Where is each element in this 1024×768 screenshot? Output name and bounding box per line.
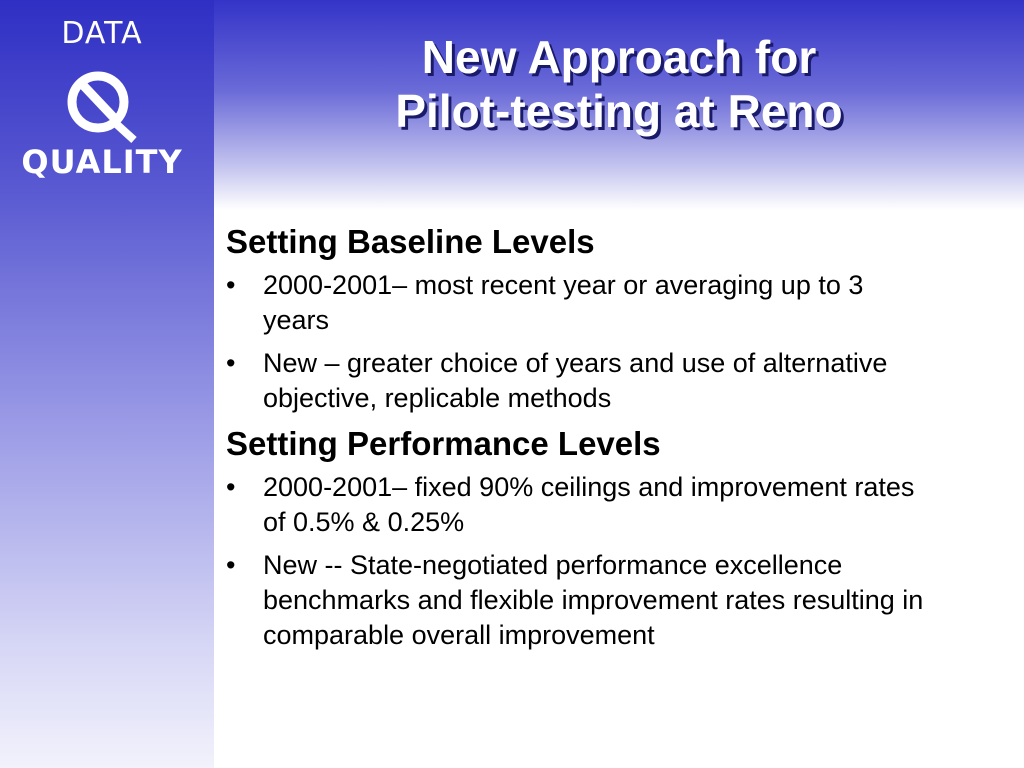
section-heading-baseline: Setting Baseline Levels <box>226 223 595 260</box>
title-line-1: New Approach for <box>421 31 817 83</box>
bullet-item <box>226 268 926 338</box>
bullet-text: New – greater choice of years and use of alternative objective, replicable methods <box>263 348 888 413</box>
bullet-list-baseline <box>226 268 926 416</box>
bullet-icon: • <box>226 270 236 300</box>
bullet-text: 2000-2001– most recent year or averaging up to 3 years <box>263 270 864 335</box>
bullet-item <box>226 346 926 416</box>
bullet-icon: • <box>226 472 236 502</box>
slide-content <box>226 222 926 661</box>
bullet-list-performance <box>226 470 926 653</box>
bullet-icon: • <box>226 348 236 378</box>
logo-data-text: DATA <box>61 16 143 51</box>
title-line-2: Pilot-testing at Reno <box>395 85 843 137</box>
bullet-item <box>226 548 926 653</box>
bullet-item <box>226 470 926 540</box>
bullet-text: 2000-2001– fixed 90% ceilings and improvement rates of 0.5% & 0.25% <box>263 472 915 537</box>
sidebar <box>0 0 214 768</box>
section-heading-performance: Setting Performance Levels <box>226 425 661 462</box>
bullet-icon: • <box>226 550 236 580</box>
slide-title <box>214 30 1024 138</box>
logo-quality-text: QUALITY <box>21 143 183 181</box>
q-magnifier-icon <box>60 64 140 144</box>
bullet-text: New -- State-negotiated performance excellence benchmarks and flexible improvement rates resulting in comparable overall improvement <box>263 550 924 650</box>
